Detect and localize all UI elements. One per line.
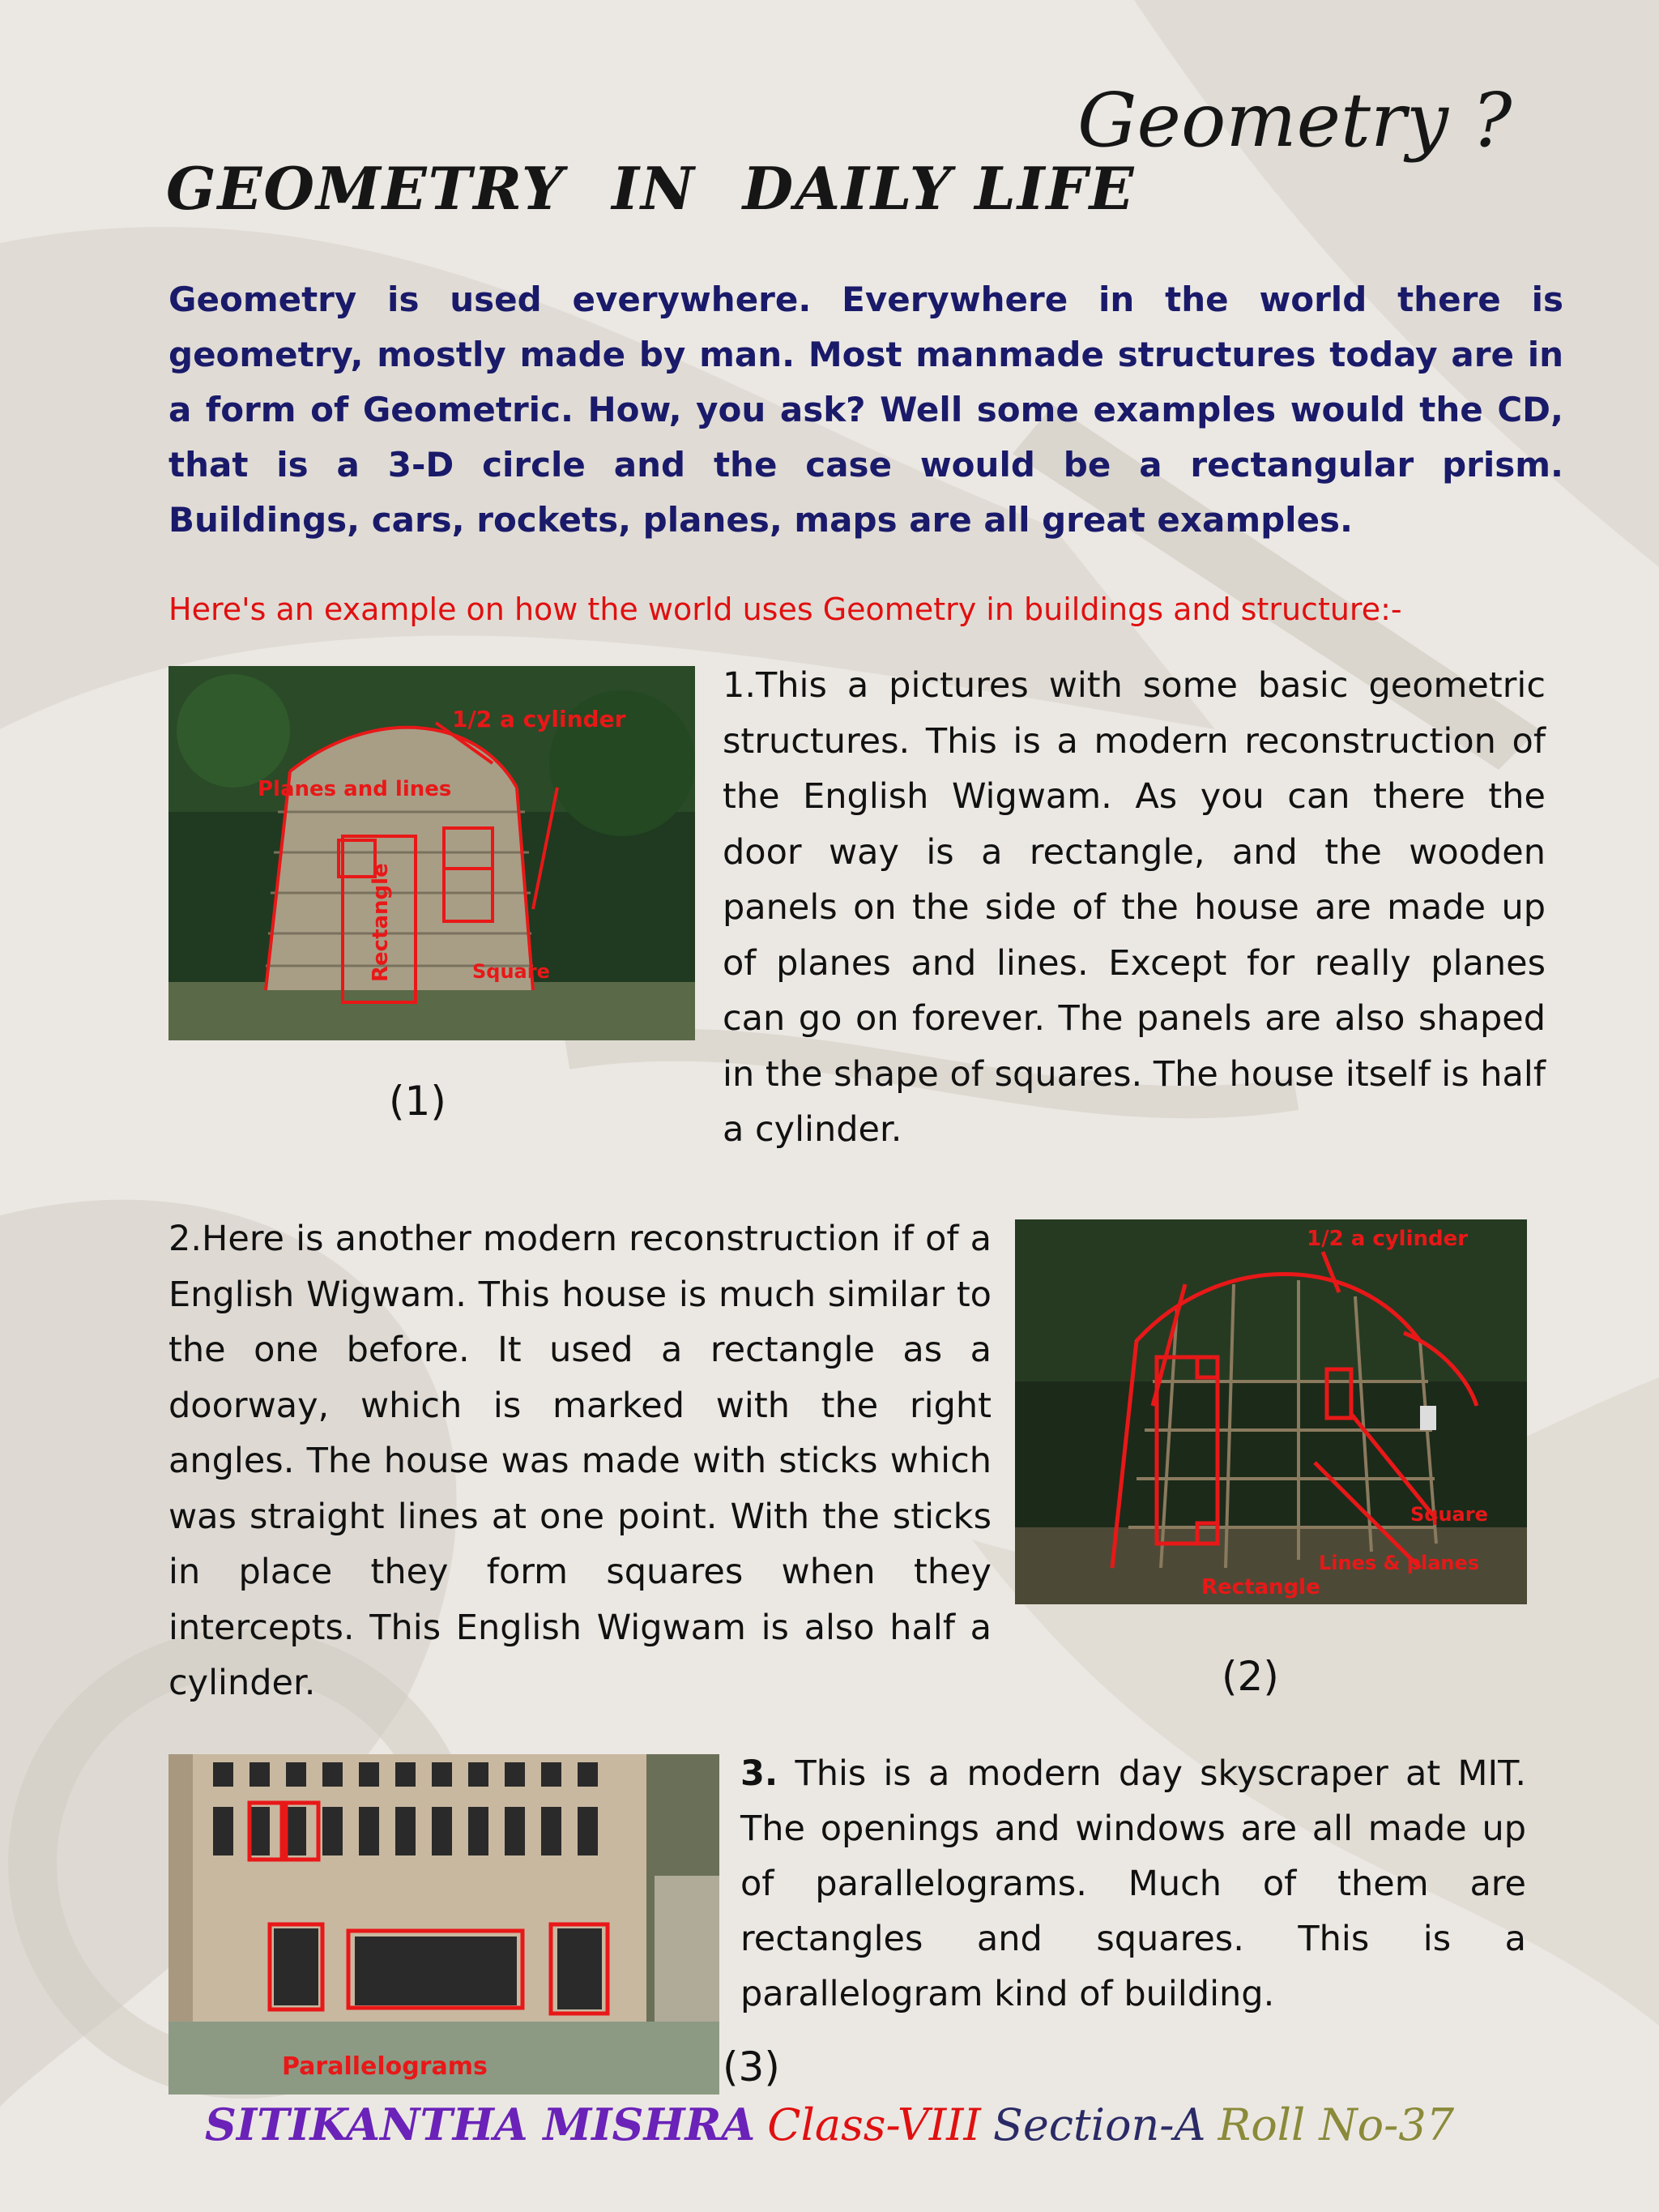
caption-1: (1) [389, 1078, 446, 1125]
caption-2: (2) [1222, 1653, 1279, 1700]
title-word: IN [612, 154, 696, 223]
footer-section: Section-A [992, 2099, 1206, 2150]
label-square: Square [1410, 1503, 1488, 1526]
label-planes-lines: Planes and lines [258, 777, 452, 801]
mit-building-photo [168, 1754, 719, 2095]
intro-paragraph: Geometry is used everywhere. Everywhere in the world there is geometry, mostly made by man. Most manmade structures today are in a form of Geometric. How, you ask? Well some examples would the CD, that is a 3-D circle and the case would be a rectangular prism. Buildings, cars, rockets, planes, maps are all great examples. [168, 280, 1563, 540]
title-word: DAILY [742, 154, 953, 223]
title-word: LIFE [975, 154, 1136, 223]
label-parallelograms: Parallelograms [282, 2052, 488, 2081]
label-rectangle: Rectangle [1201, 1575, 1320, 1599]
label-lines-planes: Lines & planes [1319, 1552, 1480, 1574]
label-half-cylinder: 1/2 a cylinder [452, 706, 626, 732]
wigwam-photo-2 [1015, 1219, 1527, 1604]
footer-author-line [0, 2099, 1659, 2150]
wigwam-photo-1 [168, 666, 695, 1040]
section-2-text: 2.Here is another modern reconstruction if of a English Wigwam. This house is much similar to the one before. It used a rectangle as a doorway, which is marked with the right angles. The house was made with sticks which was straight lines at one point. With the sticks in place they form squares when they intercepts. This English Wigwam is also half a cylinder. [168, 1219, 992, 1703]
footer-class: Class-VIII [767, 2099, 981, 2150]
section-3-number: 3. [740, 1753, 778, 1794]
section-3-text [740, 1746, 1526, 2022]
section-3-body: This is a modern day skyscraper at MIT. The openings and windows are all made up of parallelograms. Much of them are rectangles and squares. This is a parallelogram kind of building. [740, 1753, 1526, 2014]
title-question: Geometry ? [1077, 77, 1512, 164]
label-square: Square [472, 960, 550, 983]
example-heading: Here's an example on how the world uses Geometry in buildings and structure:- [168, 591, 1402, 627]
label-half-cylinder: 1/2 a cylinder [1307, 1227, 1469, 1251]
footer-name: SITIKANTHA MISHRA [204, 2099, 756, 2150]
section-1-text: 1.This a pictures with some basic geometric structures. This is a modern reconstruction of the English Wigwam. As you can there the door way is a rectangle, and the wooden panels on the side of the house are made up of planes and lines. Except for really planes can go on forever. The panels are also shaped in the shape of squares. The house itself is half a cylinder. [723, 665, 1546, 1150]
label-rectangle: Rectangle [369, 863, 393, 982]
caption-3: (3) [723, 2043, 780, 2090]
title-word: GEOMETRY [166, 154, 565, 223]
page-title [166, 154, 1136, 223]
footer-roll: Roll No-37 [1218, 2099, 1455, 2150]
